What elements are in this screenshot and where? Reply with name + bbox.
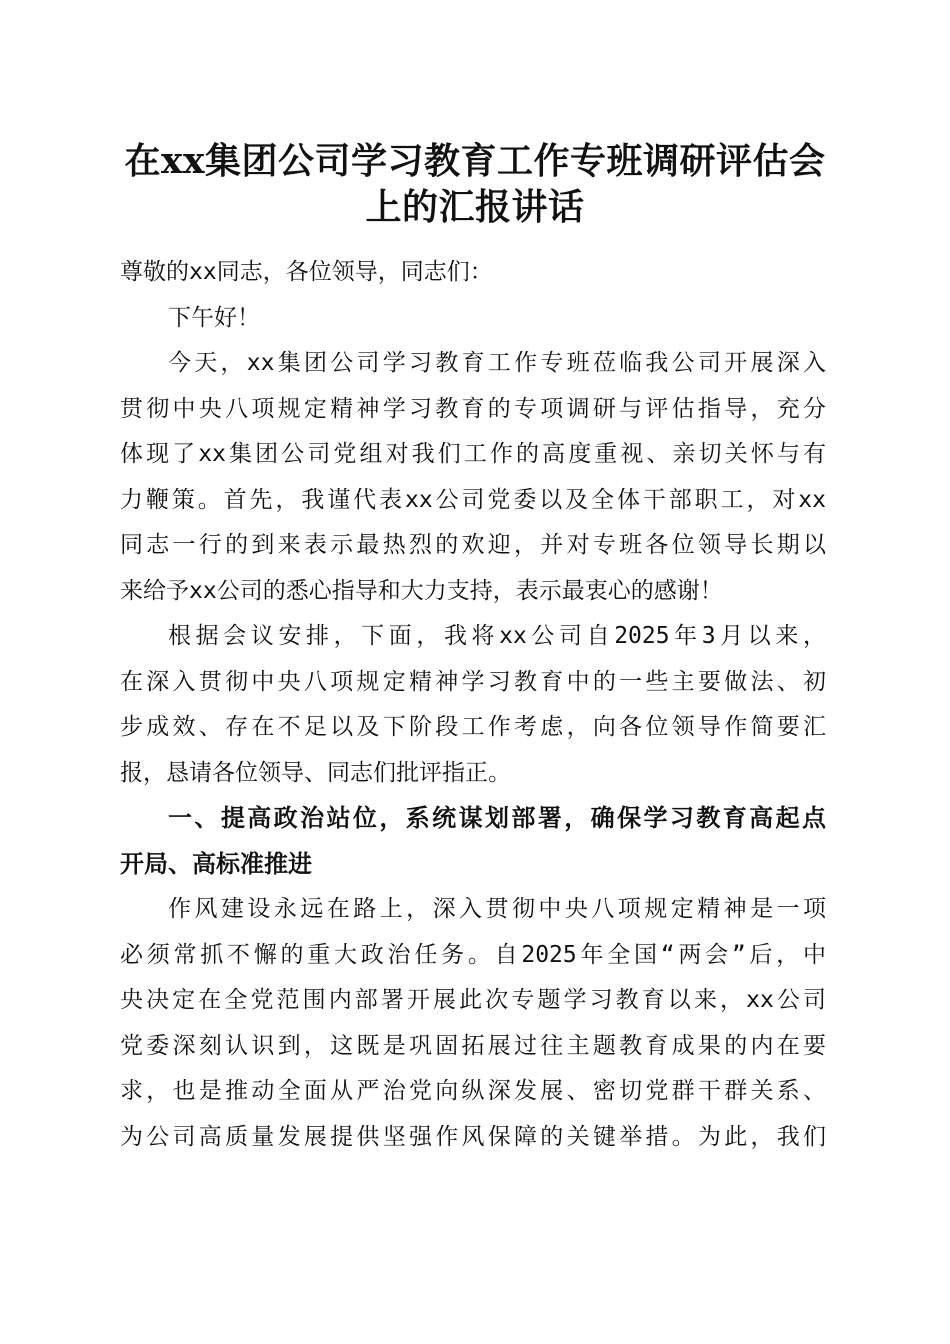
salutation: 尊敬的xx同志，各位领导，同志们： xyxy=(120,259,493,285)
paragraph-line: 在深入贯彻中央八项规定精神学习教育中的一些主要做法、初 xyxy=(120,668,826,695)
paragraph-line: 央决定在全党范围内部署开展此次专题学习教育以来，xx公司 xyxy=(120,987,826,1013)
document-title-line-1: 在xx集团公司学习教育工作专班调研评估会 xyxy=(124,140,826,182)
document-title-line-2: 上的汇报讲话 xyxy=(365,186,585,228)
document-body xyxy=(120,250,826,1160)
paragraph-line: 来给予xx公司的悉心指导和大力支持，表示最衷心的感谢！ xyxy=(120,577,723,604)
paragraph-line: 作风建设永远在路上，深入贯彻中央八项规定精神是一项 xyxy=(168,896,826,922)
paragraph-line: 求，也是推动全面从严治党向纵深发展、密切党群干群关系、 xyxy=(120,1078,826,1104)
paragraph-line: 为公司高质量发展提供坚强作风保障的关键举措。为此，我们 xyxy=(120,1123,826,1150)
paragraph-line: 体现了xx集团公司党组对我们工作的高度重视、亲切关怀与有 xyxy=(120,441,826,467)
paragraph-line: 步成效、存在不足以及下阶段工作考虑，向各位领导作简要汇 xyxy=(120,714,826,740)
paragraph-line: 党委深刻认识到，这既是巩固拓展过往主题教育成果的内在要 xyxy=(120,1032,826,1059)
greeting: 下午好！ xyxy=(168,304,260,331)
paragraph-line: 必须常抓不懈的重大政治任务。自2025年全国“两会”后，中 xyxy=(120,941,826,968)
paragraph-line: 今天，xx集团公司学习教育工作专班莅临我公司开展深入 xyxy=(168,350,826,376)
section-heading-continued: 开局、高标准推进 xyxy=(120,849,312,878)
paragraph-line: 报，恳请各位领导、同志们批评指正。 xyxy=(120,759,511,786)
paragraph-line: 力鞭策。首先，我谨代表xx公司党委以及全体干部职工，对xx xyxy=(120,486,826,513)
paragraph-line: 同志一行的到来表示最热烈的欢迎，并对专班各位领导长期以 xyxy=(120,532,826,558)
paragraph-line: 根据会议安排，下面，我将xx公司自2025年3月以来， xyxy=(168,623,826,649)
section-heading: 一、提高政治站位，系统谋划部署，确保学习教育高起点 xyxy=(168,804,826,832)
paragraph-line: 贯彻中央八项规定精神学习教育的专项调研与评估指导，充分 xyxy=(120,395,826,422)
